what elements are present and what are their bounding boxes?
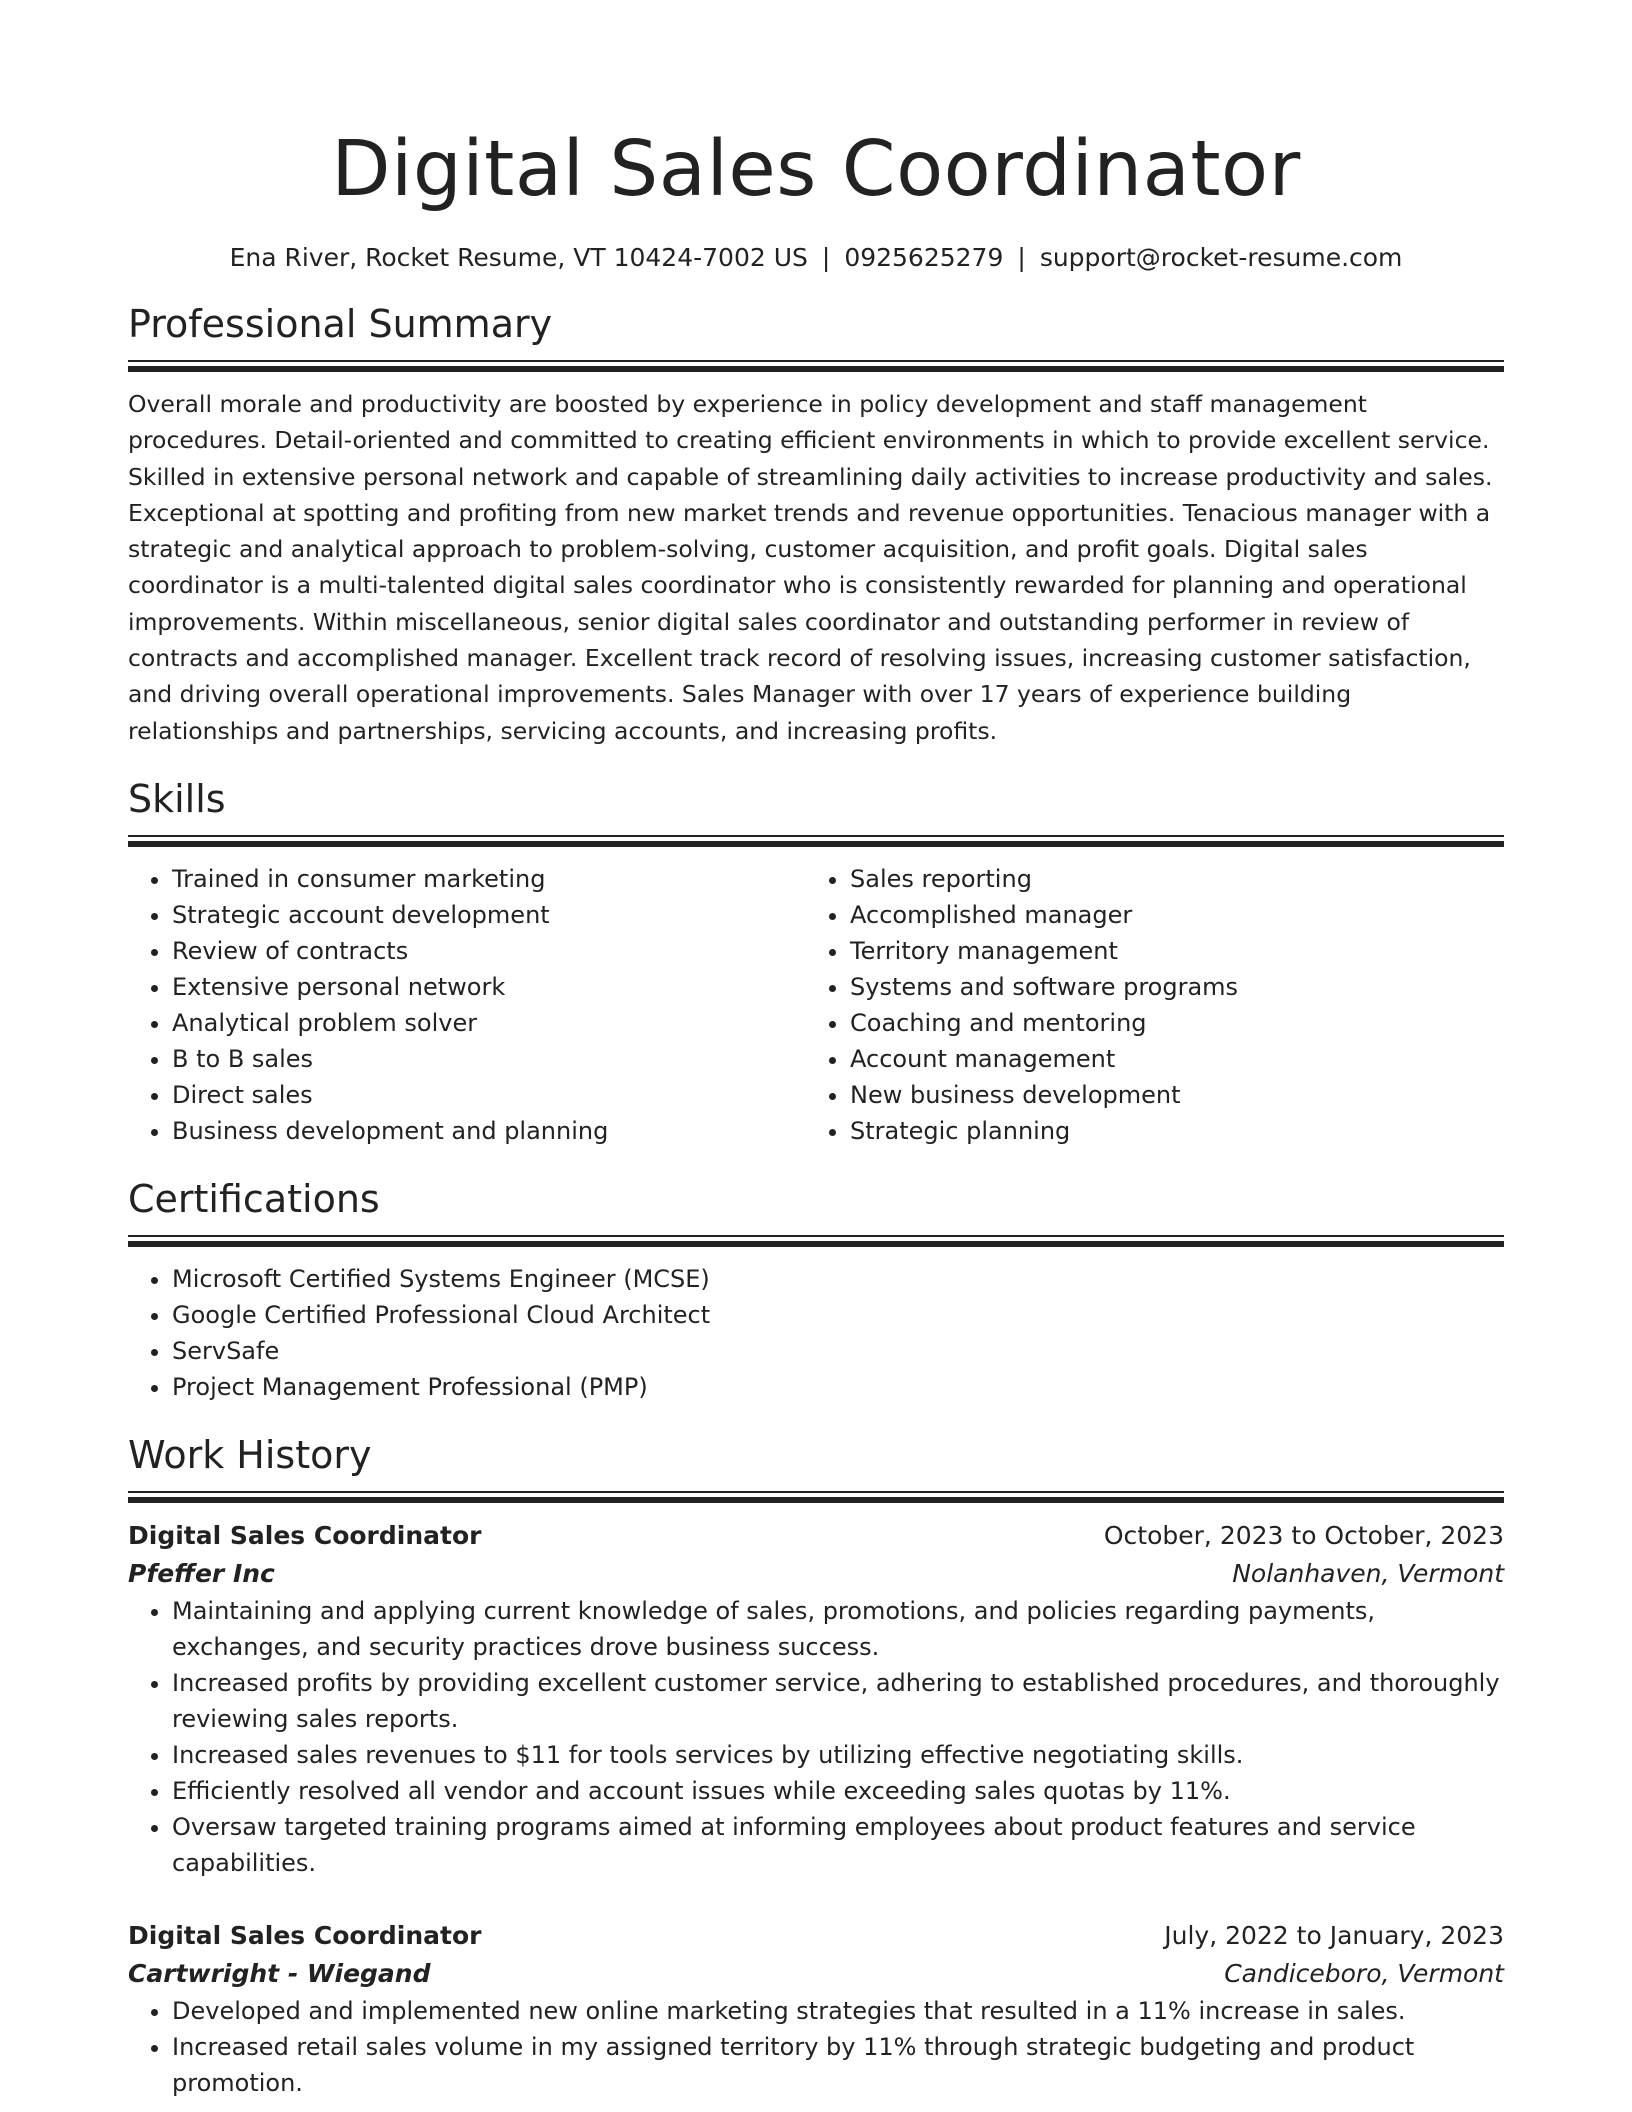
- job-company-row: [128, 1955, 1504, 1993]
- job-company: Pfeffer Inc: [128, 1558, 275, 1588]
- certification-item: • Project Management Professional (PMP): [172, 1369, 1504, 1405]
- contact-email[interactable]: support@rocket-resume.com: [1039, 243, 1403, 272]
- job-bullet: • Increased sales revenues to $11 for tools services by utilizing effective negotiating skills.: [172, 1737, 1504, 1773]
- skills-section: [128, 775, 1504, 1149]
- job-bullet: • Developed and implemented new online marketing strategies that resulted in a 11% increase in sales.: [172, 1993, 1504, 2029]
- skill-item: • Strategic planning: [850, 1113, 1484, 1149]
- job-entry: [128, 1517, 1504, 1881]
- contact-address: Ena River, Rocket Resume, VT 10424-7002 US: [229, 243, 808, 272]
- skill-item: • Account management: [850, 1041, 1484, 1077]
- skills-columns: [128, 861, 1504, 1149]
- contact-separator: |: [821, 243, 831, 272]
- skill-item: • Business development and planning: [172, 1113, 806, 1149]
- resume-page: [128, 0, 1504, 2101]
- contact-phone: 0925625279: [844, 243, 1004, 272]
- skill-item: • Review of contracts: [172, 933, 806, 969]
- skill-item: • New business development: [850, 1077, 1484, 1113]
- job-dates: October, 2023 to October, 2023: [1103, 1520, 1504, 1550]
- job-location: Nolanhaven, Vermont: [1232, 1558, 1504, 1588]
- job-bullets: [128, 1593, 1504, 1881]
- job-bullet: • Increased profits by providing excellent customer service, adhering to established procedures, and thoroughly reviewing sales reports.: [172, 1665, 1504, 1737]
- job-dates: July, 2022 to January, 2023: [1164, 1920, 1504, 1950]
- section-divider: [128, 1235, 1504, 1247]
- skill-item: • Territory management: [850, 933, 1484, 969]
- summary-text: Overall morale and productivity are boosted by experience in policy development and staff management procedures. Detail-oriented and committed to creating efficient environments in which to provide excellent service. Skilled in extensive personal network and capable of streamlining daily activities to increase productivity and sales. Exceptional at spotting and profiting from new market trends and revenue opportunities. Tenacious manager with a strategic and analytical approach to problem-solving, customer acquisition, and profit goals. Digital sales coordinator is a multi-talented digital sales coordinator who is consistently rewarded for planning and operational improvements. Within miscellaneous, senior digital sales coordinator and outstanding performer in review of contracts and accomplished manager. Excellent track record of resolving issues, increasing customer satisfaction, and driving overall operational improvements. Sales Manager with over 17 years of experience building relationships and partnerships, servicing accounts, and increasing profits.: [128, 390, 1493, 745]
- job-bullet: • Oversaw targeted training programs aimed at informing employees about product features and service capabilities.: [172, 1809, 1504, 1881]
- certifications-section: [128, 1175, 1504, 1405]
- skill-item: • Coaching and mentoring: [850, 1005, 1484, 1041]
- job-header-row: [128, 1917, 1504, 1955]
- contact-line: [128, 242, 1504, 274]
- certification-item: • Microsoft Certified Systems Engineer (MCSE): [172, 1261, 1504, 1297]
- section-divider: [128, 1491, 1504, 1503]
- job-location: Candiceboro, Vermont: [1224, 1958, 1504, 1988]
- job-bullet: • Efficiently resolved all vendor and account issues while exceeding sales quotas by 11%.: [172, 1773, 1504, 1809]
- skills-heading: Skills: [128, 776, 226, 821]
- work-history-section: [128, 1431, 1504, 2101]
- skill-item: • Trained in consumer marketing: [172, 861, 806, 897]
- skill-item: • Sales reporting: [850, 861, 1484, 897]
- job-bullet: • Maintaining and applying current knowledge of sales, promotions, and policies regarding payments, exchanges, and security practices drove business success.: [172, 1593, 1504, 1665]
- job-entry: [128, 1917, 1504, 2101]
- skills-column-left: [128, 861, 806, 1149]
- job-bullets: [128, 1993, 1504, 2101]
- section-divider: [128, 360, 1504, 372]
- job-company: Cartwright - Wiegand: [128, 1958, 431, 1988]
- job-title: Digital Sales Coordinator: [128, 1520, 482, 1550]
- contact-separator: |: [1017, 243, 1026, 272]
- work-history-heading: Work History: [128, 1432, 372, 1477]
- resume-title: Digital Sales Coordinator: [331, 125, 1301, 214]
- job-title: Digital Sales Coordinator: [128, 1920, 482, 1950]
- summary-heading: Professional Summary: [128, 302, 553, 346]
- skill-item: • Accomplished manager: [850, 897, 1484, 933]
- certifications-heading: Certifications: [128, 1176, 380, 1221]
- job-bullet: • Increased retail sales volume in my assigned territory by 11% through strategic budgeting and product promotion.: [172, 2029, 1504, 2101]
- job-company-row: [128, 1555, 1504, 1593]
- certification-item: • Google Certified Professional Cloud Architect: [172, 1297, 1504, 1333]
- certification-item: • ServSafe: [172, 1333, 1504, 1369]
- skill-item: • Extensive personal network: [172, 969, 806, 1005]
- skills-column-right: [806, 861, 1484, 1149]
- summary-section: [128, 300, 1504, 749]
- skill-item: • B to B sales: [172, 1041, 806, 1077]
- job-header-row: [128, 1517, 1504, 1555]
- section-divider: [128, 835, 1504, 847]
- skill-item: • Strategic account development: [172, 897, 806, 933]
- skill-item: • Direct sales: [172, 1077, 806, 1113]
- skill-item: • Systems and software programs: [850, 969, 1484, 1005]
- skill-item: • Analytical problem solver: [172, 1005, 806, 1041]
